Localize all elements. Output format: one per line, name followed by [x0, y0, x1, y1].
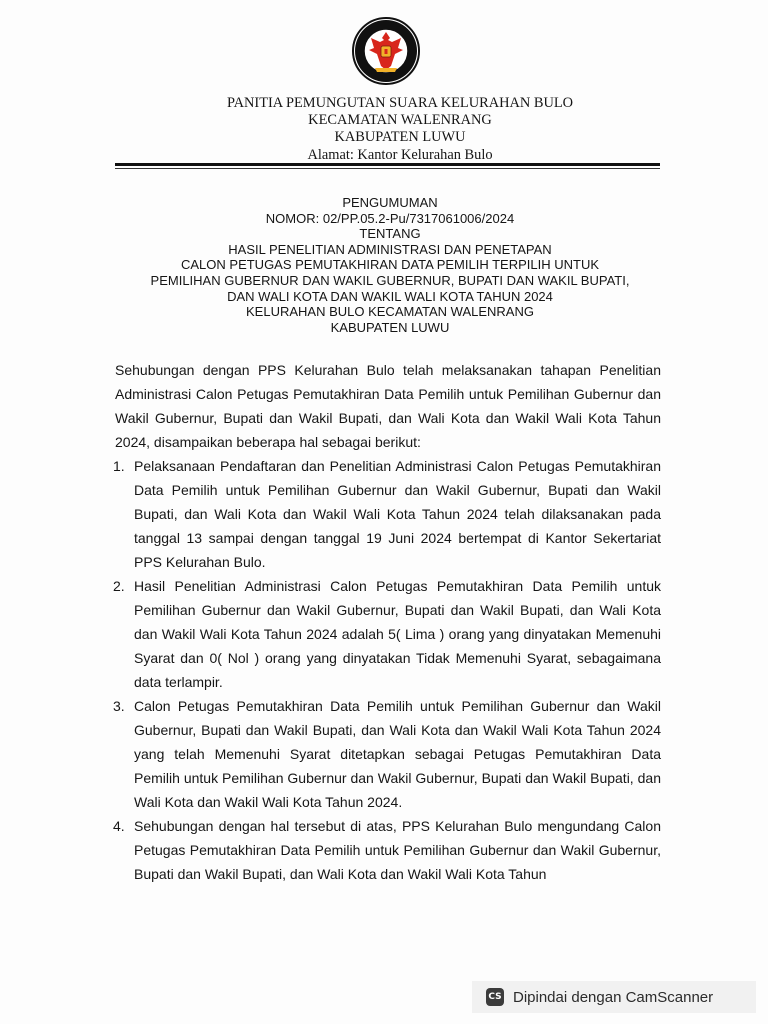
list-item-number: 2. — [113, 578, 125, 594]
intro-paragraph: Sehubungan dengan PPS Kelurahan Bulo telah melaksanakan tahapan Penelitian Administrasi Calon Petugas Pemutakhiran Data Pemilih untuk Pemilihan Gubernur dan Wakil Gubernur, Bupati dan Wakil Bupati, dan Wali Kota dan Wakil Wali Kota Tahun 2024, disampaikan beberapa hal sebagai berikut: — [115, 362, 661, 450]
announcement-points — [115, 454, 661, 886]
announcement-location: KELURAHAN BULO KECAMATAN WALENRANG — [246, 304, 534, 320]
camscanner-icon: CS — [486, 988, 504, 1006]
list-item-number: 3. — [113, 698, 125, 714]
announcement-body — [115, 358, 661, 886]
announcement-subject-2: CALON PETUGAS PEMUTAKHIRAN DATA PEMILIH TERPILIH UNTUK — [181, 257, 599, 273]
announcement-title-block — [100, 195, 680, 335]
list-item — [115, 574, 661, 694]
announcement-about: TENTANG — [359, 226, 421, 242]
emblem-graphic — [351, 16, 421, 86]
camscanner-watermark — [472, 981, 756, 1013]
district-name: KECAMATAN WALENRANG — [308, 112, 492, 129]
announcement-subject-1: HASIL PENELITIAN ADMINISTRASI DAN PENETAPAN — [228, 241, 552, 257]
organization-name: PANITIA PEMUNGUTAN SUARA KELURAHAN BULO — [226, 95, 574, 111]
announcement-heading: PENGUMUMAN — [342, 195, 438, 210]
announcement-subject-4: DAN WALI KOTA DAN WAKIL WALI KOTA TAHUN 2024 — [227, 288, 553, 304]
watermark-text: Dipindai dengan CamScanner — [513, 988, 714, 1006]
announcement-number: NOMOR: 02/PP.05.2-Pu/7317061006/2024 — [265, 210, 515, 226]
list-item-text: Sehubungan dengan hal tersebut di atas, PPS Kelurahan Bulo mengundang Calon Petugas Pemutakhiran Data Pemilih untuk Pemilihan Gubernur dan Wakil Gubernur, Bupati dan Wakil Bupati, dan Wali Kota dan Wakil Wali Kota Tahun — [134, 818, 661, 882]
list-item-text: Pelaksanaan Pendaftaran dan Penelitian Administrasi Calon Petugas Pemutakhiran Data Pemilih untuk Pemilihan Gubernur dan Wakil Gubernur, Bupati dan Wakil Bupati, dan Wali Kota dan Wakil Wali Kota Tahun 2024 telah dilaksanakan pada tanggal 13 sampai dengan tanggal 19 Juni 2024 bertempat di Kantor Sekertariat PPS Kelurahan Bulo. — [134, 458, 661, 570]
letterhead-divider-thick — [115, 163, 660, 166]
letterhead-divider-thin — [115, 168, 660, 169]
kpu-emblem-logo — [351, 16, 421, 86]
list-item-text: Calon Petugas Pemutakhiran Data Pemilih untuk Pemilihan Gubernur dan Wakil Gubernur, Bupati dan Wakil Bupati, dan Wali Kota dan Wakil Wali Kota Tahun 2024 yang telah Memenuhi Syarat ditetapkan sebagai Petugas Pemutakhiran Data Pemilih untuk Pemilihan Gubernur dan Wakil Gubernur, Bupati dan Wakil Bupati, dan Wali Kota dan Wakil Wali Kota Tahun 2024. — [134, 698, 661, 810]
list-item-number: 1. — [113, 458, 125, 474]
address-line: Alamat: Kantor Kelurahan Bulo — [307, 146, 493, 163]
announcement-regency: KABUPATEN LUWU — [330, 319, 450, 335]
list-item — [115, 454, 661, 574]
letterhead — [150, 95, 650, 164]
regency-name: KABUPATEN LUWU — [334, 129, 466, 146]
list-item-number: 4. — [113, 818, 125, 834]
list-item — [115, 814, 661, 886]
list-item-text: Hasil Penelitian Administrasi Calon Petugas Pemutakhiran Data Pemilih untuk Pemilihan Gubernur dan Wakil Gubernur, Bupati dan Wakil Bupati, dan Wali Kota dan Wakil Wali Kota Tahun 2024 adalah 5( Lima ) orang yang dinyatakan Memenuhi Syarat dan 0( Nol ) orang yang dinyatakan Tidak Memenuhi Syarat, sebagaimana data terlampir. — [134, 578, 661, 690]
list-item — [115, 694, 661, 814]
announcement-subject-3: PEMILIHAN GUBERNUR DAN WAKIL GUBERNUR, BUPATI DAN WAKIL BUPATI, — [150, 272, 630, 288]
